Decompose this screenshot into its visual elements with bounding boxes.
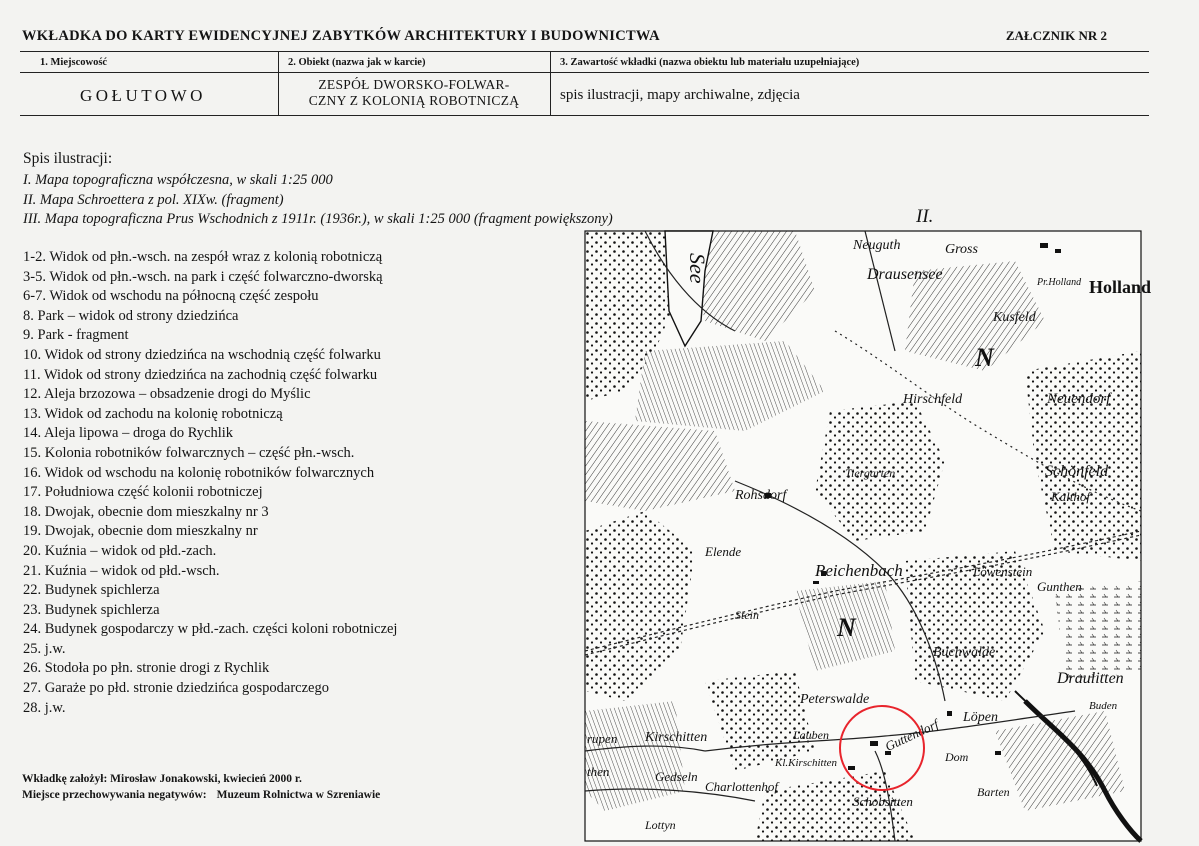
- list-item: 11. Widok od strony dziedzińca na zachodnią część folwarku: [23, 366, 378, 383]
- map-name-see: See: [685, 253, 710, 284]
- locality-header: 1. Miejscowość: [40, 57, 108, 68]
- map-number-label: II.: [916, 206, 934, 227]
- list-item: 17. Południowa część kolonii robotniczej: [23, 484, 263, 501]
- footer-created: Wkładkę założył: Mirosław Jonakowski, kwiecień 2000 r.: [22, 773, 302, 785]
- map-name-elende: Elende: [705, 544, 742, 559]
- map-drawing: [585, 231, 1152, 841]
- list-item: 25. j.w.: [23, 640, 66, 657]
- list-item: 6-7. Widok od wschodu na północną część zespołu: [23, 288, 319, 305]
- list-item: 15. Kolonia robotników folwarcznych – część płn.-wsch.: [23, 444, 355, 461]
- list-item: 28. j.w.: [23, 699, 66, 716]
- list-item: 21. Kuźnia – widok od płd.-wsch.: [23, 562, 220, 579]
- map-name-kl-kirschitten: Kl.Kirschitten: [775, 757, 838, 769]
- list-item: 22. Budynek spichlerza: [23, 582, 160, 599]
- footer-storage-label: Miejsce przechowywania negatywów:: [22, 789, 207, 801]
- object-line-2: CZNY Z KOLONIĄ ROBOTNICZĄ: [308, 93, 520, 108]
- map-name-lowenstein: Löwenstein: [973, 564, 1033, 579]
- map-name-drausensee: Drausensee: [867, 266, 943, 283]
- table-top-border: [20, 51, 1149, 52]
- map-name-kirschitten: Kirschitten: [645, 730, 708, 745]
- list-item: 27. Garaże po płd. stronie dziedzińca gospodarczego: [23, 680, 329, 697]
- map-name-neuendorf: Neuendorf: [1047, 391, 1111, 407]
- table-bottom-border: [20, 115, 1149, 116]
- map-name-neuguth: Neuguth: [853, 238, 901, 253]
- footer-storage-value: Muzeum Rolnictwa w Szreniawie: [216, 789, 381, 801]
- list-item: 12. Aleja brzozowa – obsadzenie drogi do Myślic: [23, 386, 311, 403]
- map-name-lottyn: Lottyn: [645, 818, 676, 832]
- map-mark-n-south: N: [837, 613, 856, 642]
- map-name-gross: Gross: [945, 242, 978, 257]
- list-title: Spis ilustracji:: [23, 150, 113, 167]
- map-name-draulitten: Draulitten: [1057, 670, 1124, 687]
- map-name-buden: Buden: [1089, 700, 1118, 712]
- map-name-guttendorf: Guttendorf: [882, 716, 941, 754]
- object-line-1: ZESPÓŁ DWORSKO-FOLWAR-: [318, 77, 510, 92]
- list-item: 23. Budynek spichlerza: [23, 601, 160, 618]
- map-mark-n: N: [975, 343, 994, 372]
- map-name-charlottenhof: Charlottenhof: [705, 779, 778, 794]
- map-item-1: I. Mapa topograficzna współczesna, w skali 1:25 000: [23, 172, 333, 188]
- map-name-lopen: Löpen: [963, 710, 998, 725]
- map-name-hirschfeld: Hirschfeld: [903, 392, 963, 407]
- list-item: 8. Park – widok od strony dziedzińca: [23, 307, 239, 324]
- list-item: 18. Dwojak, obecnie dom mieszkalny nr 3: [23, 503, 269, 520]
- map-name-dom: Dom: [945, 750, 969, 764]
- map-name-tiergarten: Tiergarten: [845, 466, 896, 480]
- map-name-gunthen: Gunthen: [1037, 579, 1082, 594]
- contents-header: 3. Zawartość wkładki (nazwa obiektu lub materiału uzupełniające): [560, 57, 860, 68]
- maps-list: [23, 171, 613, 230]
- list-item: 20. Kuźnia – widok od płd.-zach.: [23, 542, 217, 559]
- map-name-pruss-holland: Pr.Holland: [1037, 277, 1082, 288]
- contents-value: spis ilustracji, mapy archiwalne, zdjęcia: [560, 87, 800, 103]
- map-name-schonfeld: Schönfeld: [1045, 463, 1109, 480]
- list-item: 16. Widok od wschodu na kolonię robotników folwarcznych: [23, 464, 375, 481]
- map-item-3: III. Mapa topograficzna Prus Wschodnich z 1911r. (1936r.), w skali 1:25 000 (fragment powiększony): [23, 211, 613, 227]
- attachment-number: ZAŁCZNIK NR 2: [1005, 28, 1107, 43]
- map-name-stein: Stein: [735, 608, 759, 622]
- list-item: 1-2. Widok od płn.-wsch. na zespół wraz z kolonią robotniczą: [23, 249, 383, 265]
- object-value: [282, 77, 546, 109]
- photos-list: [23, 248, 397, 718]
- map-name-rupen: rupen: [587, 731, 618, 746]
- table-col-divider-2: [550, 51, 551, 115]
- map-name-rohsdorf: Rohsdorf: [735, 488, 787, 503]
- map-item-2: II. Mapa Schroettera z pol. XIXw. (fragment): [23, 191, 284, 208]
- map-name-kalthof: Kalthof: [1051, 489, 1091, 504]
- list-item: 10. Widok od strony dziedzińca na wschodnią część folwarku: [23, 346, 381, 363]
- map-name-holland: Holland: [1089, 277, 1152, 297]
- map-name-gedseln: Gedseln: [655, 769, 698, 784]
- map-name-reichenbach: Reichenbach: [815, 561, 903, 580]
- list-item: 3-5. Widok od płn.-wsch. na park i część folwarczno-dworską: [23, 268, 383, 285]
- list-item: 24. Budynek gospodarczy w płd.-zach. części koloni robotniczej: [23, 621, 398, 638]
- historical-map: [585, 231, 1152, 841]
- document-title: WKŁADKA DO KARTY EWIDENCYJNEJ ZABYTKÓW ARCHITEKTURY I BUDOWNICTWA: [22, 28, 660, 44]
- list-item: 13. Widok od zachodu na kolonię robotniczą: [23, 405, 283, 422]
- list-item: 9. Park - fragment: [23, 327, 129, 344]
- list-item: 26. Stodoła po płn. stronie drogi z Rychlik: [23, 660, 270, 677]
- list-item: 19. Dwojak, obecnie dom mieszkalny nr: [23, 523, 258, 540]
- map-name-schobsitten: Schobsitten: [853, 794, 913, 809]
- map-name-kusfeld: Kusfeld: [993, 310, 1036, 325]
- list-item: 14. Aleja lipowa – droga do Rychlik: [23, 425, 234, 442]
- map-name-peterswalde: Peterswalde: [800, 692, 870, 707]
- footer-storage: [22, 789, 380, 801]
- table-col-divider-1: [278, 51, 279, 115]
- locality-value: GOŁUTOWO: [80, 86, 206, 105]
- map-name-lauben: Lauben: [793, 728, 829, 742]
- map-name-then: then: [587, 764, 610, 779]
- object-header: 2. Obiekt (nazwa jak w karcie): [288, 57, 426, 68]
- map-name-buchwalde: Buchwalde: [933, 645, 996, 660]
- table-header-divider: [20, 72, 1149, 73]
- map-name-barten: Barten: [977, 785, 1010, 799]
